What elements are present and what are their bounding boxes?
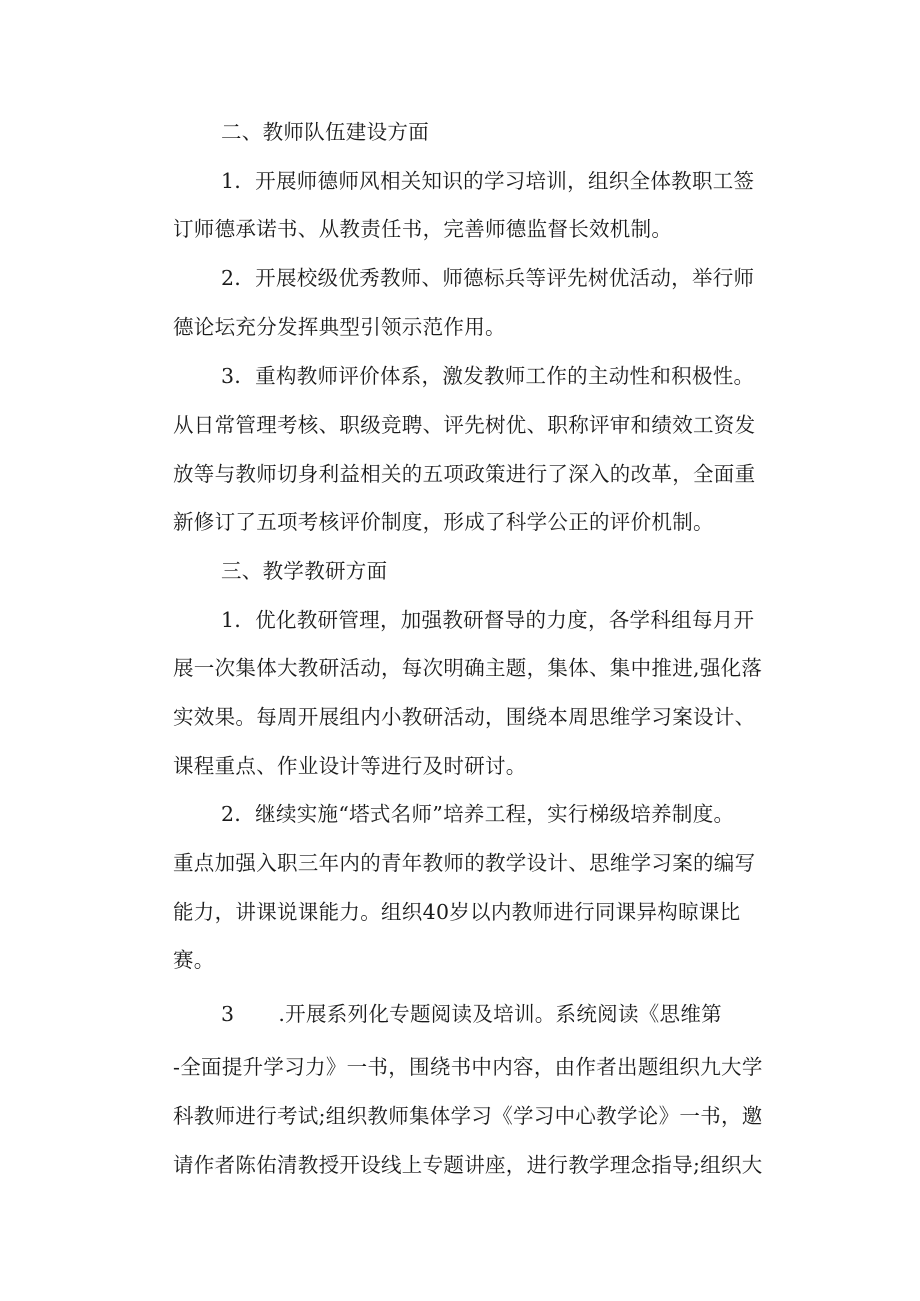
paragraph-line: 订师德承诺书、从教责任书，完善师德监督长效机制。 [173, 217, 673, 241]
paragraph-line: 能力，讲课说课能力。组织40岁以内教师进行同课异构晾课比 [173, 900, 741, 924]
paragraph-line: 赛。 [173, 948, 215, 972]
section-heading-teaching-research: 三、教学教研方面 [221, 559, 388, 583]
paragraph-line: -全面提升学习力》一书，围绕书中内容，由作者出题组织九大学 [173, 1055, 763, 1079]
list-number: 3 [221, 1002, 235, 1026]
paragraph-line [221, 1000, 758, 1028]
paragraph-line: 展一次集体大教研活动，每次明确主题，集体、集中推进,强化落 [173, 656, 763, 680]
paragraph-line: 课程重点、作业设计等进行及时研讨。 [173, 754, 527, 778]
paragraph-line: 从日常管理考核、职级竞聘、评先树优、职称评审和绩效工资发 [173, 413, 756, 437]
paragraph-line: 3．重构教师评价体系，激发教师工作的主动性和积极性。 [221, 364, 755, 388]
paragraph-line: 新修订了五项考核评价制度，形成了科学公正的评价机制。 [173, 510, 714, 534]
paragraph-line: 2．继续实施“塔式名师”培养工程，实行梯级培养制度。 [221, 802, 735, 826]
paragraph-line: 德论坛充分发挥典型引领示范作用。 [173, 315, 506, 339]
list-item-text: .开展系列化专题阅读及培训。系统阅读《思维第 [278, 1002, 722, 1026]
paragraph-line: 放等与教师切身利益相关的五项政策进行了深入的改革，全面重 [173, 462, 756, 486]
paragraph-line: 科教师进行考试;组织教师集体学习《学习中心教学论》一书，邀 [173, 1104, 763, 1128]
paragraph-line: 1．开展师德师风相关知识的学习培训，组织全体教职工签 [221, 169, 755, 193]
paragraph-line: 重点加强入职三年内的青年教师的教学设计、思维学习案的编写 [173, 851, 756, 875]
paragraph-line: 2．开展校级优秀教师、师德标兵等评先树优活动，举行师 [221, 266, 755, 290]
paragraph-line: 1．优化教研管理，加强教研督导的力度，各学科组每月开 [221, 608, 755, 632]
paragraph-line: 实效果。每周开展组内小教研活动，围绕本周思维学习案设计、 [173, 705, 756, 729]
paragraph-line: 请作者陈佑清教授开设线上专题讲座，进行教学理念指导;组织大 [173, 1153, 763, 1177]
section-heading-teacher-team: 二、教师队伍建设方面 [221, 120, 429, 144]
